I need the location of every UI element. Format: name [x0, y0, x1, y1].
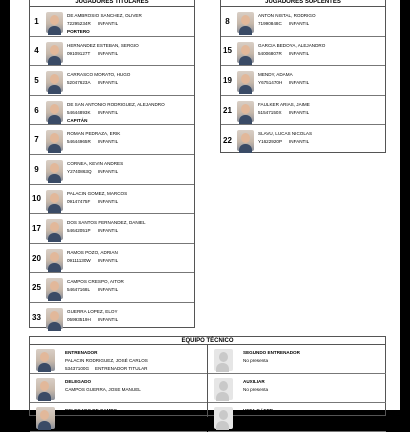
player-row: [30, 155, 194, 185]
staff-id: 53437100G: [65, 366, 90, 371]
player-photo: [46, 219, 63, 240]
player-photo: [237, 71, 254, 92]
player-id: Y6751470H: [258, 80, 283, 86]
player-photo: [46, 249, 63, 270]
player-details: [258, 109, 383, 117]
player-name: CARRASCO MORATO, HUGO: [67, 72, 131, 78]
player-photo: [237, 130, 254, 151]
player-name: PALACIN GOMEZ, MARCOS: [67, 190, 128, 196]
staff-info: [65, 349, 205, 373]
player-id: 09147475F: [67, 198, 91, 204]
staff-title: ENTRENADOR: [65, 350, 98, 355]
player-row: [221, 37, 385, 67]
technical-staff-panel: [29, 336, 386, 416]
player-role: CAPITÁN: [67, 117, 88, 123]
player-details: [258, 79, 383, 87]
staff-photo: [214, 349, 233, 371]
player-number: 1: [34, 16, 39, 26]
player-details: [67, 316, 192, 324]
player-name: HERNANDEZ ESTEBAN, SERGIO: [67, 42, 139, 48]
player-info: [67, 12, 192, 36]
player-photo: [46, 160, 63, 181]
staff-info: [243, 407, 384, 415]
staff-details: [65, 365, 205, 373]
player-name: MENDY, ADAMA: [258, 72, 293, 78]
player-details: [258, 20, 383, 28]
player-details: [67, 286, 192, 294]
player-name: SLAVU, LUCAS NICOLAS: [258, 131, 313, 137]
player-id: 72295234R: [67, 21, 91, 26]
player-number: 20: [32, 253, 41, 263]
player-info: [67, 160, 192, 176]
player-details: [67, 20, 192, 28]
player-id: 51547150X: [258, 109, 282, 115]
staff-title: SEGUNDO ENTRENADOR: [243, 350, 300, 355]
staff-row: [208, 403, 386, 432]
staff-photo: [36, 407, 55, 429]
player-number: 19: [223, 75, 232, 85]
player-category: INFANTIL: [289, 109, 310, 115]
starting-players-title: JUGADORES TITULARES: [30, 0, 194, 7]
player-details: [258, 50, 383, 58]
player-row: [30, 273, 194, 303]
player-info: [67, 71, 192, 87]
staff-info: [243, 378, 384, 394]
player-row: [30, 244, 194, 274]
player-number: 17: [32, 223, 41, 233]
player-category: INFANTIL: [98, 198, 119, 204]
player-row: [30, 37, 194, 67]
player-category: INFANTIL: [98, 168, 119, 174]
player-row: [221, 7, 385, 37]
player-number: 9: [34, 164, 39, 174]
player-name: CORNEA, KEVIN ANDRES: [67, 160, 124, 166]
staff-photo: [214, 378, 233, 400]
player-photo: [46, 190, 63, 211]
player-number: 4: [34, 46, 39, 56]
staff-info: [243, 349, 384, 365]
player-category: INFANTIL: [289, 80, 310, 86]
player-category: INFANTIL: [98, 316, 119, 322]
player-number: 6: [34, 105, 39, 115]
player-number: 7: [34, 135, 39, 145]
player-category: INFANTIL: [98, 109, 119, 115]
staff-name: No presenta: [243, 387, 269, 392]
player-info: [67, 190, 192, 206]
staff-row: [30, 403, 207, 432]
player-row: [221, 125, 385, 155]
player-number: 15: [223, 46, 232, 56]
player-name: GUERRA LOPEZ, ELOY: [67, 308, 118, 314]
starting-players-panel: [29, 0, 195, 328]
player-photo: [46, 101, 63, 122]
player-details: [67, 50, 192, 58]
player-photo: [46, 71, 63, 92]
player-info: [67, 101, 192, 125]
staff-photo: [36, 378, 55, 400]
player-role: PORTERO: [67, 29, 90, 34]
staff-photo: [36, 349, 55, 371]
staff-row: [30, 345, 207, 374]
player-number: 10: [32, 194, 41, 204]
player-info: [67, 42, 192, 58]
staff-row: [208, 345, 386, 374]
player-row: [30, 125, 194, 155]
player-photo: [46, 278, 63, 299]
staff-role: ENTRENADOR TITULAR: [95, 366, 148, 371]
player-name: RAMOS POZO, ADRIAN: [67, 249, 118, 255]
player-number: 33: [32, 313, 41, 323]
player-id: Y1622920P: [258, 139, 283, 145]
staff-column-right: [208, 345, 386, 432]
player-id: 54647168L: [67, 287, 90, 293]
player-info: [258, 12, 383, 28]
player-photo: [46, 42, 63, 63]
player-photo: [237, 12, 254, 33]
player-row: [30, 7, 194, 37]
player-id: 71990848C: [258, 21, 282, 26]
player-info: [67, 219, 192, 235]
player-id: 05993519H: [67, 316, 91, 322]
player-category: INFANTIL: [98, 257, 119, 263]
player-id: 54006807R: [258, 50, 282, 56]
player-category: INFANTIL: [289, 139, 310, 145]
player-name: ANTON NISTAL, RODRIGO: [258, 13, 316, 18]
player-row: [221, 96, 385, 126]
staff-name: PALACIN RODRIGUEZ, JOSÉ CARLOS: [65, 358, 148, 363]
staff-name: No presenta: [243, 358, 269, 363]
staff-column-left: [30, 345, 208, 417]
player-photo: [46, 130, 63, 151]
player-row: [30, 185, 194, 215]
player-details: [67, 79, 192, 87]
player-id: 54644965R: [67, 139, 91, 145]
player-row: [30, 66, 194, 96]
player-details: [67, 138, 192, 146]
staff-title: DELEGADO: [65, 379, 92, 384]
player-name: CAMPOS CRESPO, AITOR: [67, 279, 124, 285]
player-photo: [237, 42, 254, 63]
player-info: [258, 101, 383, 117]
substitute-players-title: JUGADORES SUPLENTES: [221, 0, 385, 7]
player-category: INFANTIL: [289, 21, 310, 26]
player-details: [67, 227, 192, 235]
substitute-players-panel: [220, 0, 386, 153]
player-photo: [46, 308, 63, 329]
player-category: INFANTIL: [98, 80, 119, 86]
player-category: INFANTIL: [98, 228, 119, 234]
player-number: 21: [223, 105, 232, 115]
player-info: [67, 278, 192, 294]
player-row: [30, 96, 194, 126]
player-number: 25: [32, 283, 41, 293]
player-id: Y2740863Q: [67, 168, 92, 174]
player-details: [258, 138, 383, 146]
player-id: 52047623A: [67, 80, 91, 86]
player-id: 54644893K: [67, 109, 91, 115]
player-row: [30, 303, 194, 333]
player-category: INFANTIL: [98, 287, 119, 293]
staff-photo: [214, 407, 233, 429]
player-info: [258, 71, 383, 87]
player-row: [221, 66, 385, 96]
player-details: [67, 109, 192, 117]
player-name: ROMAN PEDRAZA, ERIK: [67, 131, 121, 137]
player-category: INFANTIL: [98, 21, 119, 26]
player-number: 5: [34, 75, 39, 85]
player-photo: [46, 12, 63, 33]
staff-title: AUXILIAR: [243, 379, 265, 384]
player-category: INFANTIL: [289, 50, 310, 56]
player-number: 22: [223, 135, 232, 145]
player-details: [67, 257, 192, 265]
staff-title: DELEGADO DE CAMPO: [65, 408, 118, 413]
technical-staff-title: EQUIPO TÉCNICO: [30, 337, 385, 345]
staff-row: [208, 374, 386, 403]
staff-row: [30, 374, 207, 403]
player-info: [258, 130, 383, 146]
staff-name: CAMPOS GUERRA, JOSE MANUEL: [65, 387, 141, 392]
player-name: GARCIA BEDOYA, ALEJANDRO: [258, 42, 326, 48]
player-photo: [237, 101, 254, 122]
player-name: DE AMBROSIO SANCHEZ, OLIVER: [67, 13, 142, 18]
match-sheet-page: [10, 0, 400, 413]
player-name: DE SAN ANTONIO RODRIGUEZ, ALEJANDRO: [67, 101, 165, 107]
player-info: [67, 308, 192, 324]
player-number: 8: [225, 16, 230, 26]
player-info: [67, 249, 192, 265]
staff-info: [65, 378, 205, 394]
player-id: 54642051P: [67, 228, 91, 234]
player-name: DOS SANTOS FERNANDEZ, DANIEL: [67, 220, 146, 226]
staff-title: UEFA C / EPR: [243, 408, 273, 413]
staff-info: [65, 407, 205, 415]
player-id: 09111130W: [67, 257, 91, 263]
player-row: [30, 214, 194, 244]
player-details: [67, 198, 192, 206]
player-id: 09109127T: [67, 50, 91, 56]
player-details: [67, 168, 192, 176]
player-info: [67, 130, 192, 146]
player-category: INFANTIL: [98, 139, 119, 145]
player-name: FAULKER ARIAS, JAIME: [258, 101, 310, 107]
player-category: INFANTIL: [98, 50, 119, 56]
player-info: [258, 42, 383, 58]
